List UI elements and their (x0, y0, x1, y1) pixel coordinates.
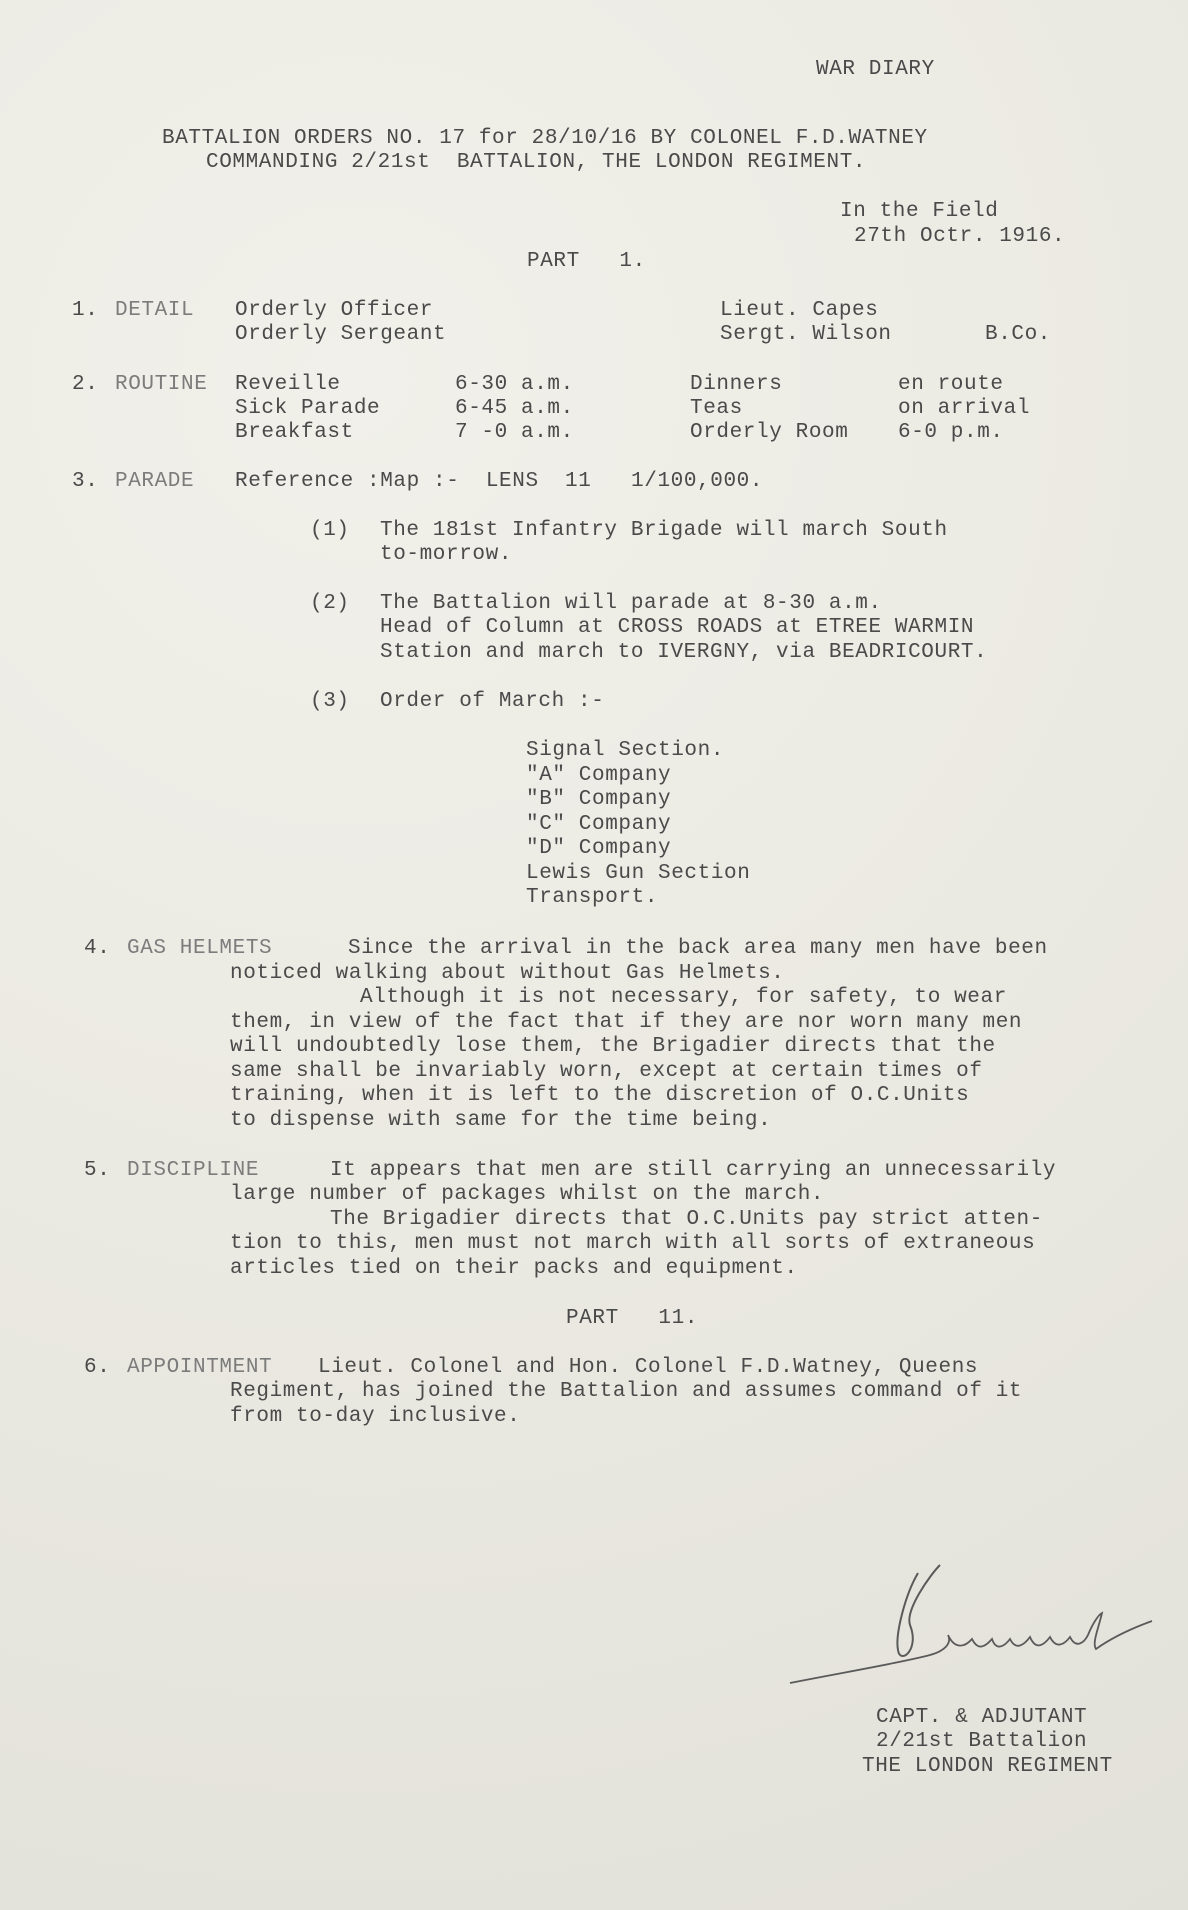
appointment-line-2: Regiment, has joined the Battalion and assumes command of it (230, 1380, 1023, 1403)
order-of-march-item: "C" Company (526, 813, 672, 836)
routine-item2-2: Teas (690, 397, 743, 420)
war-diary-heading: WAR DIARY (816, 58, 935, 81)
discipline-line-5: articles tied on their packs and equipment. (230, 1257, 798, 1280)
parade-p2-line2: Head of Column at CROSS ROADS at ETREE WARMIN (380, 616, 975, 639)
routine-label: ROUTINE (115, 373, 208, 396)
gas-line-7: training, when it is left to the discretion of O.C.Units (230, 1084, 970, 1107)
title-line-2: COMMANDING 2/21st BATTALION, THE LONDON REGIMENT. (206, 151, 867, 174)
parade-p2-number: (2) (310, 592, 350, 615)
parade-p2-line3: Station and march to IVERGNY, via BEADRICOURT. (380, 641, 988, 664)
parade-number: 3. (72, 470, 99, 493)
routine-time-3: 7 -0 a.m. (455, 421, 574, 444)
discipline-line-2: large number of packages whilst on the march. (230, 1183, 825, 1206)
order-of-march-item: Signal Section. (526, 739, 725, 762)
gas-line-5: will undoubtedly lose them, the Brigadier directs that the (230, 1035, 996, 1058)
appointment-line-1: Lieut. Colonel and Hon. Colonel F.D.Watney, Queens (318, 1356, 979, 1379)
part-2-heading: PART 11. (566, 1307, 699, 1330)
routine-item2-1: Dinners (690, 373, 783, 396)
routine-item-1: Reveille (235, 373, 341, 396)
parade-p3-line1: Order of March :- (380, 690, 605, 713)
parade-p2-line1: The Battalion will parade at 8-30 a.m. (380, 592, 882, 615)
parade-reference: Reference :Map :- LENS 11 1/100,000. (235, 470, 764, 493)
routine-number: 2. (72, 373, 99, 396)
gas-line-2: noticed walking about without Gas Helmets. (230, 962, 785, 985)
discipline-number: 5. (84, 1159, 111, 1182)
detail-duty-2: Orderly Sergeant (235, 323, 447, 346)
place: In the Field (840, 200, 999, 223)
parade-p3-number: (3) (310, 690, 350, 713)
gas-label: GAS HELMETS (127, 937, 273, 960)
gas-line-4: them, in view of the fact that if they are nor worn many men (230, 1011, 1023, 1034)
order-of-march-item: "B" Company (526, 788, 672, 811)
routine-item-2: Sick Parade (235, 397, 381, 420)
appointment-number: 6. (84, 1356, 111, 1379)
title-line-1: BATTALION ORDERS NO. 17 for 28/10/16 BY COLONEL F.D.WATNEY (162, 127, 928, 150)
routine-time2-3: 6-0 p.m. (898, 421, 1004, 444)
order-of-march-item: "A" Company (526, 764, 672, 787)
routine-time2-1: en route (898, 373, 1004, 396)
routine-item-3: Breakfast (235, 421, 354, 444)
handwritten-signature (780, 1555, 1160, 1695)
routine-time2-2: on arrival (898, 397, 1031, 420)
detail-coy-2: B.Co. (985, 323, 1052, 346)
parade-p1-number: (1) (310, 519, 350, 542)
gas-line-6: same shall be invariably worn, except at certain times of (230, 1060, 983, 1083)
signatory-title-2: 2/21st Battalion (876, 1730, 1088, 1753)
gas-line-3: Although it is not necessary, for safety, to wear (360, 986, 1007, 1009)
routine-time-1: 6-30 a.m. (455, 373, 574, 396)
appointment-line-3: from to-day inclusive. (230, 1405, 521, 1428)
gas-line-1: Since the arrival in the back area many men have been (348, 937, 1048, 960)
routine-item2-3: Orderly Room (690, 421, 849, 444)
detail-name-1: Lieut. Capes (720, 299, 879, 322)
order-of-march-item: Lewis Gun Section (526, 862, 751, 885)
detail-label: DETAIL (115, 299, 195, 322)
parade-p1-line2: to-morrow. (380, 543, 513, 566)
detail-name-2: Sergt. Wilson (720, 323, 892, 346)
detail-number: 1. (72, 299, 99, 322)
signatory-title-3: THE LONDON REGIMENT (862, 1755, 1113, 1778)
detail-duty-1: Orderly Officer (235, 299, 434, 322)
discipline-line-3: The Brigadier directs that O.C.Units pay strict atten- (330, 1208, 1043, 1231)
order-of-march-item: "D" Company (526, 837, 672, 860)
order-of-march-item: Transport. (526, 886, 659, 909)
gas-line-8: to dispense with same for the time being. (230, 1109, 772, 1132)
parade-p1-line1: The 181st Infantry Brigade will march South (380, 519, 948, 542)
routine-time-2: 6-45 a.m. (455, 397, 574, 420)
part-1-heading: PART 1. (527, 250, 646, 273)
gas-number: 4. (84, 937, 111, 960)
parade-label: PARADE (115, 470, 195, 493)
appointment-label: APPOINTMENT (127, 1356, 273, 1379)
discipline-label: DISCIPLINE (127, 1159, 260, 1182)
date: 27th Octr. 1916. (854, 225, 1066, 248)
signatory-title-1: CAPT. & ADJUTANT (876, 1706, 1088, 1729)
discipline-line-1: It appears that men are still carrying an unnecessarily (330, 1159, 1057, 1182)
discipline-line-4: tion to this, men must not march with all sorts of extraneous (230, 1232, 1036, 1255)
